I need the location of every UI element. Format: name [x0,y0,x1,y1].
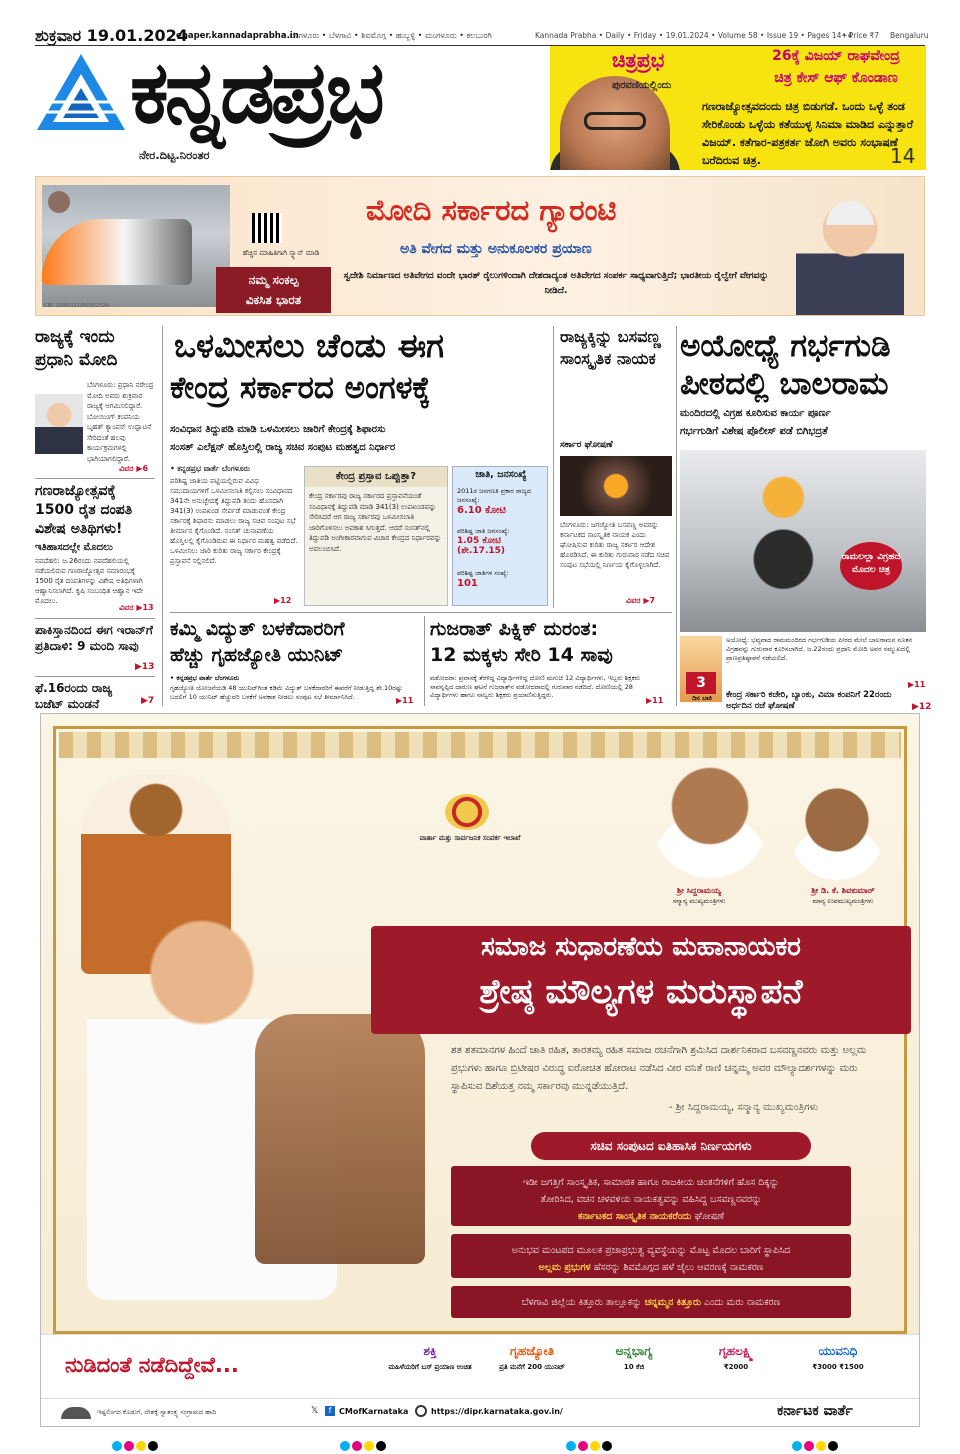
lead-body: ಪರಿಶಿಷ್ಟ ಜಾತಿಯ ಪಟ್ಟಿಯಲ್ಲಿರುವ ವಿವಿಧ ಸಮುದಾಯಗಳಿಗೆ ಒಳಮೀಸಲಾತಿ ಕಲ್ಪಿಸಲು ಸಂವಿಧಾನದ 341ನೇ ಅನುಚ್ಛೇದಕ್ಕೆ ತಿದ್ದುಪಡಿ ತಂದು ಹೊಸದಾಗಿ 341(3) ಉಪಖಂಡ ಸೇರ್ಪಡೆ ಮಾಡುವಂತೆ ಕೇಂದ್ರ ಸರ್ಕಾರಕ್ಕೆ ಶಿಫಾರಸು ಮಾಡಲು ರಾಜ್ಯ ಸಚಿವ ಸಂಪುಟ ಸಭೆ ತೀರ್ಮಾನ ಕೈಗೊಂಡಿದೆ. ಸಂಸತ್ ಚುನಾವಣೆಯ ಹೊಸ್ತಿಲಲ್ಲಿ ಕೈಗೊಂಡಿರುವ ಈ ನಿರ್ಧಾರ ಮಹತ್ವ ಪಡೆದಿದೆ. ಒಳಮೀಸಲು ಜಾರಿ ಕುರಿತು ರಾಜ್ಯ ಸರ್ಕಾರ ಕೇಂದ್ರಕ್ಕೆ ಪ್ರಸ್ತಾವನೆ ಸಲ್ಲಿಸಲಿದೆ. [170,477,298,565]
decision-2 [451,1234,851,1278]
decision-2-highlight: ಅಲ್ಲಮ ಪ್ರಭುಗಳ [538,1262,591,1273]
decision-3-highlight: ಚನ್ನಮ್ಮನ ಕಿತ್ತೂರು [644,1297,701,1308]
railway-ad[interactable] [35,176,925,316]
left-news-column [35,326,155,711]
decisions-title: ಸಚಿವ ಸಂಪುಟದ ಐತಿಹಾಸಿಕ ನಿರ್ಣಯಗಳು [531,1132,811,1160]
x-icon[interactable]: 𝕏 [311,1406,319,1416]
guarantee-annabhagya[interactable] [589,1343,679,1391]
sankalpa-line-1: ನಮ್ಮ ಸಂಕಲ್ಪ [248,273,299,287]
ad-ornament-top [59,732,901,758]
days-left-label: ದಿನ ಬಾಕಿ [692,694,712,702]
basava-story [560,326,672,608]
ad-department: ವಾರ್ತಾ ಮತ್ತು ಸಾರ್ವಜನಿಕ ಸಂಪರ್ಕ ಇಲಾಖೆ [419,834,521,842]
qr-code-icon[interactable] [252,213,282,243]
glasses-icon [584,112,646,130]
epaper-link[interactable]: epaper.kannadaprabha.in [176,31,299,41]
modi-thumbnail [35,394,83,454]
ayodhya-ref[interactable]: ▶11 [908,680,926,689]
dcm-role: ಮಾನ್ಯ ಉಪಮುಖ್ಯಮಂತ್ರಿಗಳು [812,897,874,905]
teaser-brand: ಚಿತ್ರಪ್ರಭ [612,48,665,72]
ad-title-2: ಶ್ರೇಷ್ಠ ಮೌಲ್ಯಗಳ ಮರುಸ್ಥಾಪನೆ [479,972,803,1012]
guarantee-note: ಪ್ರತಿ ಮನೆಗೆ 200 ಯುನಿಟ್ [499,1363,565,1371]
cbc-code: CBC 22001/11/0016/2324 [44,303,109,309]
ad-title-1: ಸಮಾಜ ಸುಧಾರಣೆಯ ಮಹಾನಾಯಕರ [481,932,801,962]
guarantee-shakti[interactable] [385,1343,475,1391]
qr-text: ಹೆಚ್ಚಿನ ಮಾಹಿತಿಗಾಗಿ ಸ್ಕ್ಯಾನ್ ಮಾಡಿ [242,249,320,257]
ayodhya-body: ಅಯೋಧ್ಯೆ: ಭವ್ಯವಾದ ರಾಮಮಂದಿರದ ಗರ್ಭಗುಡಿಯ ಪೀಠದ ಮೇಲೆ ಬಾಲರಾಮನ ನೂತನ ವಿಗ್ರಹವನ್ನು ಗುರುವಾರ ಕೂರಿಸಲಾಗಿದೆ. ಜ.22ರಂದು ಪ್ರಧಾನಿ ಮೋದಿ ಅವರ ಸಮ್ಮುಖದಲ್ಲಿ ಪ್ರಾಣಪ್ರತಿಷ್ಠಾಪನೆ ನಡೆಯಲಿದೆ. [726,636,913,662]
story-modi-ref[interactable]: ವಿವರ ▶6 [119,464,149,473]
gujarat-body: ವಡೋದರಾ: ಪ್ರವಾಸಕ್ಕೆ ತೆರಳಿದ್ದ ವಿದ್ಯಾರ್ಥಿಗಳಿದ್ದ ದೋಣಿ ಮಗುಚಿ 12 ವಿದ್ಯಾರ್ಥಿಗಳು, ಇಬ್ಬರು ಶಿಕ್ಷಕರು ಸಾವನ್ನಪ್ಪಿದ ದಾರುಣ ಘಟನೆ ಗುಜರಾತ್‌ನ ವಡೋದರಾದಲ್ಲಿ ಗುರುವಾರ ನಡೆದಿದೆ. ದೋಣಿಯಲ್ಲಿ 28 ವಿದ್ಯಾರ್ಥಿಗಳು ಹಾಗೂ ನಾಲ್ವರು ಶಿಕ್ಷಕರು ಪ್ರಯಾಣಿಸುತ್ತಿದ್ದರು. [430,674,641,699]
facebook-icon[interactable]: f [325,1406,335,1416]
column-divider [424,616,425,706]
guarantee-name: ಶಕ್ತಿ [423,1344,437,1358]
guarantee-note: ಮಹಿಳೆಯರಿಗೆ ಬಸ್ ಪ್ರಯಾಣ ಉಚಿತ [388,1363,472,1371]
basava-body: ಬೆಂಗಳೂರು: ಜಗಜ್ಯೋತಿ ಬಸವಣ್ಣ ಅವರನ್ನು ಕರ್ನಾಟಕದ ಸಾಂಸ್ಕೃತಿಕ ನಾಯಕ ಎಂದು ಘೋಷಿಸುವ ಕುರಿತು ರಾಜ್ಯ ಸರ್ಕಾರ ಆದೇಶ ಹೊರಡಿಸಿದೆ. ಈ ಕುರಿತು ಗುರುವಾರ ನಡೆದ ಸಚಿವ ಸಂಪುಟ ಸಭೆಯಲ್ಲಿ ನಿರ್ಣಯ ಕೈಗೊಳ್ಳಲಾಗಿದೆ. [560,521,670,569]
stats-title: ಜಾತಿ, ಜನಸಂಖ್ಯೆ [475,469,527,480]
modi-portrait [796,195,904,316]
dipr-url[interactable]: https://dipr.karnataka.gov.in/ [431,1407,563,1416]
guarantee-name: ಯುವನಿಧಿ [818,1344,858,1358]
ayodhya-deck-1: ಮಂದಿರದಲ್ಲಿ ವಿಗ್ರಹ ಕೂರಿಸುವ ಕಾರ್ಯ ಪೂರ್ಣ [680,408,831,419]
guarantee-name: ಗೃಹಜ್ಯೋತಿ [510,1344,554,1358]
guarantee-gruhajyothi[interactable] [487,1343,577,1391]
chennamma-statue-illustration [255,1014,425,1264]
ad-footer [41,1398,919,1426]
lead-story [170,326,548,608]
cm-name: ಶ್ರೀ ಸಿದ್ದರಾಮಯ್ಯ [676,886,722,895]
guarantees-bar [41,1334,919,1398]
ad-paragraph: ಶತ ಶತಮಾನಗಳ ಹಿಂದೆ ಜಾತಿ ರಹಿತ, ತಾರತಮ್ಯ ರಹಿತ ಸಮಾಜ ರಚನೆಗಾಗಿ ಶ್ರಮಿಸಿದ ದಾರ್ಶನಿಕರಾದ ಬಸವಣ್ಣನವರು ಮತ್ತು ಅಲ್ಲಮ ಪ್ರಭುಗಳು ಹಾಗೂ ಬ್ರಿಟೀಷರ ವಿರುದ್ಧ ಐರೋಚಿತ ಹೋರಾಟ ನಡೆಸಿದ ವೀರ ವನಿತೆ ರಾಣಿ ಚನ್ನಮ್ಮ ಅವರ ಮೌಲ್ಯಾದರ್ಶಗಳನ್ನು ಮರು ಸ್ಥಾಪಿಸುವ ದಿಶೆಯತ್ತ ನಮ್ಮ ಸರ್ಕಾರವು ಮುನ್ನಡೆಯುತ್ತಿದೆ. [451,1045,867,1092]
government-ad[interactable] [40,713,920,1427]
stat-label: 2011ರ ಜನಗಣತಿ ಪ್ರಕಾರ ರಾಜ್ಯದ ಜನಸಂಖ್ಯೆ: [457,487,532,504]
holiday-ref[interactable]: ▶12 [912,702,932,712]
vidhana-soudha-icon [61,1407,91,1419]
lead-byline: • ಕನ್ನಡಪ್ರಭ ವಾರ್ತೆ ಬೆಂಗಳೂರು [170,464,250,473]
dcm-name: ಶ್ರೀ ಡಿ. ಕೆ. ಶಿವಕುಮಾರ್ [811,886,875,895]
registration-marks [792,1436,840,1454]
vande-bharat-train-photo [42,185,230,307]
karnataka-emblem-icon [445,794,489,830]
guarantee-note: ₹3000 ₹1500 [812,1363,864,1371]
basava-ref[interactable]: ವಿವರ ▶7 [626,596,656,605]
decision-3 [451,1286,851,1318]
registration-marks [566,1436,614,1454]
kannadaprabha-logo-icon [35,52,127,132]
holiday-headline[interactable]: ಕೇಂದ್ರ ಸರ್ಕಾರಿ ಕಚೇರಿ, ಬ್ಯಾಂಕು, ವಿಮಾ ಕಂಪನಿಗೆ 22ರಂದು ಅರ್ಧದಿನ ರಜೆ ಘೋಷಣೆ [726,690,892,711]
divider [170,612,672,613]
lead-deck-1: ಸಂವಿಧಾನ ತಿದ್ದುಪಡಿ ಮಾಡಿ ಒಳಮೀಸಲು ಜಾರಿಗೆ ಕೇಂದ್ರಕ್ಕೆ ಶಿಫಾರಸು [170,424,386,435]
stat-label: ಪರಿಶಿಷ್ಟ ಜಾತಿಗಳ ಸಂಖ್ಯೆ: [457,569,509,577]
stat-item [457,569,545,589]
days-left-count: 3 [686,672,716,694]
stat-value: 101 [457,578,478,589]
footer-note: ಇಷ್ಟಲಿಂಗದ ಕೊಡುಗೆ, ದೇಶಕ್ಕೆ ಸ್ವಾತಂತ್ರ್ಯ ಸಂಗ್ರಾಮದ ಹಾದಿ [97,1408,217,1416]
dcm-portrait [789,780,885,880]
ramlalla-badge: ರಾಮಲಲ್ಲಾ ವಿಗ್ರಹದ ಮೊದಲ ಚಿತ್ರ [840,542,902,590]
story-republic-kicker: ಇತಿಹಾಸದಲ್ಲೇ ಮೊದಲು [35,542,113,553]
decision-1 [451,1166,851,1226]
gujarat-title-line2[interactable]: 12 ಮಕ್ಕಳು ಸೇರಿ 14 ಸಾವು [430,644,613,666]
teaser-body: ಗಣರಾಜ್ಯೋತ್ಸವದಂದು ಚಿತ್ರ ಬಿಡುಗಡೆ. ಒಂದು ಒಳ್ಳೆ ತಂಡ ಸೇರಿಕೊಂಡು ಒಳ್ಳೆಯ ಕತೆಯುಳ್ಳ ಸಿನಿಮಾ ಮಾಡಿದ ಎನ್ನುತ್ತಾರೆ ವಿಜಯ್. ಕತೆಗಾರ-ಪತ್ರಕರ್ತ ಜೋಗಿ ಅವರು ಸಂಭಾಷಣೆ ಬರೆದಿರುವ ಚಿತ್ರ. [702,100,914,167]
decision-1-line-a: ಇಡೀ ಜಗತ್ತಿಗೆ ಸಾಂಸ್ಕೃತಿಕ, ಸಾಮಾಜಿಕ ಹಾಗೂ ರಾಜಕೀಯ ಚಿಂತನೆಗಳಿಗೆ ಹೊಸ ದಿಕ್ಕನ್ನು [522,1177,780,1188]
ayodhya-deck-2: ಗರ್ಭಗುಡಿಗೆ ವಿಶೇಷ ಪೊಲೀಸ್ ಪಡೆ ಬಿಗಿಭದ್ರತೆ [680,426,828,437]
ayodhya-story [680,326,932,712]
story-modi-title[interactable]: ರಾಜ್ಯಕ್ಕೆ ಇಂದು ಪ್ರಧಾನಿ ಮೋದಿ [35,327,118,370]
caste-stats-box [452,466,548,606]
proposal-box [304,466,448,606]
web-icon [415,1405,427,1417]
stat-item [457,487,545,516]
ramlalla-photo [680,450,926,632]
portrait-hair [826,201,874,225]
sankalpa-box [216,267,331,313]
cm-role: ಸನ್ಮಾನ್ಯ ಮುಖ್ಯಮಂತ್ರಿಗಳು [672,897,726,905]
stat-value: 1.05 ಕೋಟಿ (ಶೇ.17.15) [457,536,505,556]
decision-1-highlight: ಕರ್ನಾಟಕದ ಸಾಂಸ್ಕೃತಿಕ ನಾಯಕರೆಂದು [577,1211,692,1222]
gujarat-story [430,616,672,708]
stat-item [457,527,545,556]
story-republic-title[interactable]: ಗಣರಾಜ್ಯೋತ್ಸವಕ್ಕೆ 1500 ರೈತ ದಂಪತಿ ವಿಶೇಷ ಅತಿಥಿಗಳು! [35,483,133,537]
column-divider [162,326,163,706]
decision-3-line-a: ಬೆಳಗಾವಿ ಜಿಲ್ಲೆಯ ಕಿತ್ತೂರು ತಾಲ್ಲೂಕನ್ನು [521,1297,642,1308]
proposal-box-body: ಕೇಂದ್ರ ಸರ್ಕಾರವು ರಾಜ್ಯ ಸರ್ಕಾರದ ಪ್ರಸ್ತಾವನೆಯಂತೆ ಸಂವಿಧಾನಕ್ಕೆ ತಿದ್ದುಪಡಿ ಮಾಡಿ 341(3) ಉಪಖಂಡವನ್ನು ಸೇರಿಸಿದರೆ ಆಗ ರಾಜ್ಯ ಸರ್ಕಾರವು ಒಳಮೀಸಲಾತಿ ಜಾರಿಗೊಳಿಸಲು ಅವಕಾಶ ಸಿಗುತ್ತದೆ. ಆದರೆ ಸಂಸತ್‌ನಲ್ಲಿ ತಿದ್ದುಪಡಿ ಅಂಗೀಕಾರವಾಗುವ ವಿಚಾರ ಕೇಂದ್ರದ ನಿರ್ಧಾರವನ್ನು ಅವಲಂಬಿಸಿದೆ. [309,492,442,553]
ad-slogan: ನುಡಿದಂತೆ ನಡೆದಿದ್ದೇವೆ... [65,1353,239,1377]
gruhajyothi-byline: • ಕನ್ನಡಪ್ರಭ ವಾರ್ತೆ ಬೆಂಗಳೂರು [170,674,240,682]
story-modi-body: ಬೆಂಗಳೂರು: ಪ್ರಧಾನಿ ನರೇಂದ್ರ ಮೋದಿ ಅವರು ಶುಕ್ರವಾರ ರಾಜ್ಯಕ್ಕೆ ಆಗಮಿಸಲಿದ್ದಾರೆ. ಬೋಯಿಂಗ್ ಕಂಪನಿಯ ಬೃಹತ್ ಕ್ಯಾಂಪಸ್ ಉದ್ಘಾಟನೆ ಸೇರಿದಂತೆ ಹಲವು ಕಾರ್ಯಕ್ರಮಗಳಲ್ಲಿ ಭಾಗಿಯಾಗಲಿದ್ದಾರೆ. [87,381,154,463]
story-pakistan-title[interactable]: ಪಾಕಿಸ್ತಾನದಿಂದ ಈಗ ಇರಾನ್‌ಗೆ ಪ್ರತಿದಾಳಿ: 9 ಮಂದಿ ಸಾವು [35,623,153,653]
lead-ref[interactable]: ▶12 [274,596,292,605]
story-pakistan-ref[interactable]: ▶13 [135,662,155,672]
story-republic-ref[interactable]: ವಿವರ ▶13 [119,603,154,612]
guarantee-note: ₹2000 [723,1363,749,1371]
rail-ad-subtitle: ಅತಿ ವೇಗದ ಮತ್ತು ಅನುಕೂಲಕರ ಪ್ರಯಾಣ [400,241,592,257]
masthead-title: ಕನ್ನಡಪ್ರಭ [130,42,381,143]
stat-value: 6.10 ಕೋಟಿ [457,505,506,516]
decision-3-line-c: ಎಂದು ಮರು ನಾಮಕರಣ [704,1297,781,1308]
masthead-tagline: ನೇರ.ದಿಟ್ಟ.ನಿರಂತರ [139,148,210,162]
story-budget-title[interactable]: ಫೆ.16ರಂದು ರಾಜ್ಯ ಬಜೆಟ್ ಮಂಡನೆ [35,681,113,711]
social-handle[interactable]: CMofKarnataka [339,1407,409,1416]
gruhajyothi-story [170,616,420,708]
gruhajyothi-title-line2[interactable]: ಹೆಚ್ಚು ಗೃಹಜ್ಯೋತಿ ಯುನಿಟ್ [170,644,344,666]
guarantee-gruhalakshmi[interactable] [691,1343,781,1391]
registration-marks [112,1436,160,1454]
divider [35,478,155,479]
chitraprabha-teaser[interactable] [550,46,926,170]
basava-sub: ಸರ್ಕಾರ ಘೋಷಣೆ [560,440,613,450]
ayodhya-title-line2[interactable]: ಪೀಠದಲ್ಲಿ ಬಾಲರಾಮ [680,366,889,402]
gujarat-ref[interactable]: ▶11 [646,696,664,705]
guarantee-yuvanidhi[interactable] [793,1343,883,1391]
story-republic-body: ನವದೆಹಲಿ: ಜ.26ರಂದು ನವದೆಹಲಿಯಲ್ಲಿ ನಡೆಯಲಿರುವ ಗಣರಾಜ್ಯೋತ್ಸವ ಸಮಾರಂಭಕ್ಕೆ 1500 ರೈತ ದಂಪತಿಗಳನ್ನು ವಿಶೇಷ ಅತಿಥಿಗಳಾಗಿ ಆಹ್ವಾನಿಸಲಾಗಿದೆ. ಕೃಷಿ ಸಂಬಂಧಿತ ಆಹ್ವಾನ ಇದೇ ಮೊದಲು. [35,557,144,605]
decision-1-line-d: ಘೋಷಣೆ [694,1211,725,1222]
proposal-box-title: ಕೇಂದ್ರ ಪ್ರಸ್ತಾವ ಒಪ್ಪುತ್ತಾ? [305,467,447,487]
emblem-icon [48,191,70,213]
decision-1-line-b: ತೋರಿಸಿದ, ವಚನ ಚಳವಳಿಯ ನಾಯಕತ್ವವನ್ನು ವಹಿಸಿದ್ದ ಬಸವಣ್ಣನವರನ್ನು [540,1194,762,1205]
basava-title[interactable]: ರಾಜ್ಯಕ್ಕಿನ್ನು ಬಸವಣ್ಣ ಸಾಂಸ್ಕೃತಿಕ ನಾಯಕ [560,327,661,368]
guarantee-note: 10 ಕೆಜಿ [623,1363,645,1371]
gujarat-title-line1[interactable]: ಗುಜರಾತ್ ಪಿಕ್ನಿಕ್ ದುರಂತ: [430,618,599,640]
divider [35,676,155,677]
rail-ad-body: ಸ್ವದೇಶಿ ನಿರ್ಮಾಣದ ಅತಿವೇಗದ ವಂದೇ ಭಾರತ್ ರೈಲುಗಳಿಂದಾಗಿ ದೇಶದಾದ್ಯಂತ ಅತಿವೇಗದ ಸಂಪರ್ಕ ಸಾಧ್ಯವಾಗುತ್ತಿದೆ; ಭಾರತೀಯ ರೈಲ್ವೇಗೆ ವೇಗವನ್ನು ನೀಡಿದೆ. [343,271,769,296]
teaser-page-number: 14 [890,144,916,168]
edition-meta: Kannada Prabha • Daily • Friday • 19.01.2024 • Volume 58 • Issue 19 • Pages 14+4 [535,31,853,40]
issue-date: ಶುಕ್ರವಾರ 19.01.2024 [35,26,188,45]
teaser-headline-a: 26ಕ್ಕೆ ವಿಜಯ್ ರಾಘವೇಂದ್ರ [772,48,900,64]
lead-title-line2[interactable]: ಕೇಂದ್ರ ಸರ್ಕಾರದ ಅಂಗಳಕ್ಕೆ [170,370,431,406]
lead-deck-2: ಸಂಸತ್ ಎಲೆಕ್ಷನ್ ಹೊಸ್ತಿಲಲ್ಲಿ ರಾಜ್ಯ ಸಚಿವ ಸಂಪುಟ ಮಹತ್ವದ ನಿರ್ಧಾರ [170,442,396,453]
decision-2-line-c: ಹೆಸರನ್ನು ಶಿವಮೊಗ್ಗದ ಹಳೆ ಜೈಲು ಆವರಣಕ್ಕೆ ನಾಮಕರಣ [593,1262,764,1273]
column-divider [553,326,554,608]
story-budget-ref[interactable]: ▶7 [141,696,155,706]
teaser-brand-sub: ಪುರವಣಿಯಲ್ಲಿಂದು [612,80,672,91]
column-divider [676,326,677,706]
decision-2-line-a: ಅನುಭವ ಮಂಟಪದ ಮೂಲಕ ಪ್ರಜಾಪ್ರಭುತ್ವ ವ್ಯವಸ್ಥೆಯನ್ನು ಮೊಟ್ಟ ಮೊದಲ ಬಾರಿಗೆ ಸ್ಥಾಪಿಸಿದ [511,1245,791,1256]
rail-ad-title: ಮೋದಿ ಸರ್ಕಾರದ ಗ್ಯಾರಂಟಿ [366,193,617,227]
guarantee-name: ಅನ್ನಭಾಗ್ಯ [615,1344,653,1358]
gruhajyothi-body: ಗೃಹಜ್ಯೋತಿ ಯೋಜನೆಯಡಿ 48 ಯುನಿಟ್‌ಗಿಂತ ಕಡಿಮೆ ವಿದ್ಯುತ್ ಬಳಕೆದಾರರಿಗೆ ಈವರೆಗೆ ನೀಡುತ್ತಿದ್ದ ಶೇ.10ರಷ್ಟು ಬದಲಿಗೆ 10 ಯುನಿಟ್ ಹೆಚ್ಚುವರಿ ಬಳಕೆಗೆ ಅವಕಾಶ ನೀಡಲು ಸಂಪುಟ ಸಭೆ ತೀರ್ಮಾನಿಸಿದೆ. [170,684,403,701]
top-bar [0,0,960,48]
divider [35,618,155,619]
basava-photo [560,456,672,516]
gruhajyothi-title-line1[interactable]: ಕಮ್ಮಿ ವಿದ್ಯುತ್ ಬಳಕೆದಾರರಿಗೆ [170,618,345,640]
masthead [35,42,550,168]
teaser-headline-b: ಚಿತ್ರ ಕೇಸ್ ಆಫ್ ಕೊಂಡಾಣ [774,70,898,86]
edition-city: Bengaluru [890,31,929,40]
stat-label: ಪರಿಶಿಷ್ಟ ಜಾತಿ ಜನಸಂಖ್ಯೆ: [457,527,510,535]
guarantee-name: ಗೃಹಲಕ್ಷ್ಮಿ [718,1344,754,1358]
karnataka-varthe-brand: ಕರ್ನಾಟಕ ವಾರ್ತೆ [777,1403,853,1419]
cm-portrait [651,758,769,878]
registration-marks [340,1436,388,1454]
sankalpa-line-2: ವಿಕಸಿತ ಭಾರತ [245,293,302,307]
ayodhya-title-line1[interactable]: ಅಯೋಧ್ಯೆ ಗರ್ಭಗುಡಿ [680,328,891,364]
lead-title-line1[interactable]: ಒಳಮೀಸಲು ಚೆಂಡು ಈಗ [174,326,445,365]
price: • Price ₹7 [842,31,880,40]
edition-cities: • ಬೆಂಗಳೂರು • ಬೆಳಗಾವಿ • ಶಿವಮೊಗ್ಗ • ಹುಬ್ಬಳ್ಳಿ • ಮಂಗಳೂರು • ಕಲಬುರಗಿ [282,31,492,40]
train-nose [42,219,192,285]
gruhajyothi-ref[interactable]: ▶11 [396,696,414,705]
ad-quote-attribution: - ಶ್ರೀ ಸಿದ್ದರಾಮಯ್ಯ, ಸನ್ಮಾನ್ಯ ಮುಖ್ಯಮಂತ್ರಿಗಳು [669,1102,819,1113]
